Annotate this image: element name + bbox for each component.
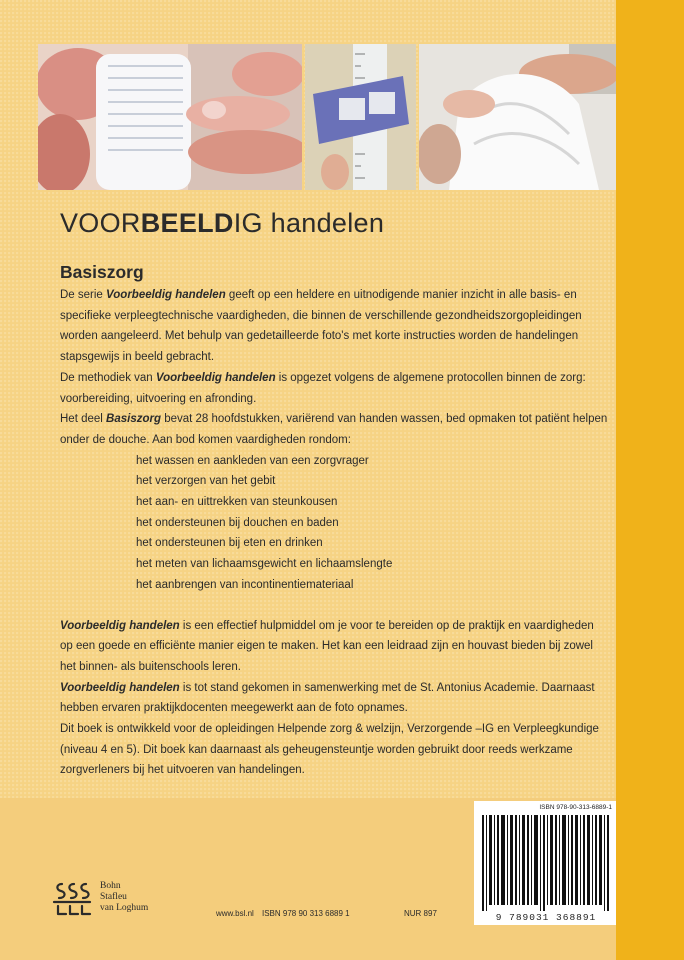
skills-list (60, 451, 608, 596)
photo-hand-brush (38, 44, 302, 190)
photo-measuring (305, 44, 416, 190)
paragraph-audience: Dit boek is ontwikkeld voor de opleidingen Helpende zorg & welzijn, Verzorgende –IG en Verpleegkundige (niveau 4 en 5). Dit boek kan daarnaast als geheugensteuntje worden gebruikt door reeds werkzame zorgverleners bij het uitvoeren van handelingen. (60, 723, 599, 777)
publisher-name-line: Bohn (100, 880, 121, 891)
spacer (60, 596, 608, 616)
barcode-isbn: ISBN 978-90-313-6889-1 (539, 804, 612, 811)
barcode-bars (478, 815, 612, 911)
list-item: het ondersteunen bij eten en drinken (136, 537, 323, 550)
text: Het deel (60, 413, 107, 426)
isbn-text: ISBN 978 90 313 6889 1 (262, 909, 350, 918)
nur-code: NUR 897 (404, 909, 437, 918)
series-title (60, 208, 384, 239)
publisher-website: www.bsl.nl (216, 909, 254, 918)
publisher-name-line: Stafleu (100, 891, 127, 902)
series-name: Voorbeeldig handelen (155, 371, 276, 384)
barcode (474, 801, 616, 925)
list-item: het meten van lichaamsgewicht en lichaamslengte (136, 558, 393, 571)
book-spine (616, 0, 684, 960)
text: is opgezet volgens de algemene protocollen binnen de zorg: voorbereiding, uitvoering en afronding. (60, 371, 586, 405)
paragraph-contents (60, 409, 608, 450)
photo-measuring-image (305, 44, 416, 190)
list-item: het verzorgen van het gebit (136, 475, 276, 488)
photo-towel-image (419, 44, 616, 190)
blurb (60, 285, 608, 781)
paragraph-collaboration (60, 678, 608, 719)
paragraph-purpose (60, 616, 608, 678)
text: bevat 28 hoofdstukken, variërend van handen wassen, bed opmaken tot patiënt helpen onder de douche. Aan bod komen vaardigheden rondom: (60, 413, 608, 446)
photo-towel (419, 44, 616, 190)
publisher-block (52, 878, 148, 916)
photo-strip (38, 44, 616, 190)
text: is tot stand gekomen in samenwerking met de St. Antonius Academie. Daarnaast hebben ervaren praktijkdocenten meegewerkt aan de foto opnames. (60, 681, 595, 715)
book-title: Basiszorg (60, 262, 144, 282)
barcode-number: 9 789031 368891 (495, 912, 597, 923)
publisher-name (100, 881, 148, 914)
series-title-bold: BEELD (140, 208, 234, 238)
text: De methodiek van (60, 371, 156, 384)
text: geeft op een heldere en uitnodigende manier inzicht in alle basis- en specifieke verpleegtechnische vaardigheden, die binnen de verschillende gezondheidszorgopleidingen worden aangeleerd. Met behulp van gedetailleerde foto's met korte instructies worden de handelingen stapsgewijs in beeld gebracht. (60, 289, 582, 364)
text: is een effectief hulpmiddel om je voor te bereiden op de praktijk en vaardigheden op een goede en efficiënte manier eigen te maken. Het kan een leidraad zijn en houvast bieden bij zowel het binnen- als buitenschools leren. (60, 619, 594, 673)
text: De serie (60, 289, 107, 301)
paragraph-method (60, 368, 608, 409)
publisher-name-line: van Loghum (100, 902, 149, 913)
publisher-logo-icon (52, 878, 92, 916)
series-name: Voorbeeldig handelen (60, 619, 180, 632)
list-item: het aanbrengen van incontinentiemateriaal (136, 578, 354, 591)
series-title-post: IG handelen (233, 208, 385, 238)
paragraph-intro (60, 285, 608, 368)
list-item: het aan- en uittrekken van steunkousen (136, 496, 338, 509)
part-name: Basiszorg (106, 413, 161, 426)
photo-hand-brush-image (38, 44, 302, 190)
series-name: Voorbeeldig handelen (106, 289, 226, 301)
series-name: Voorbeeldig handelen (60, 681, 180, 694)
list-item: het wassen en aankleden van een zorgvrager (136, 454, 369, 467)
list-item: het ondersteunen bij douchen en baden (136, 516, 339, 529)
series-title-pre: VOOR (60, 208, 141, 238)
